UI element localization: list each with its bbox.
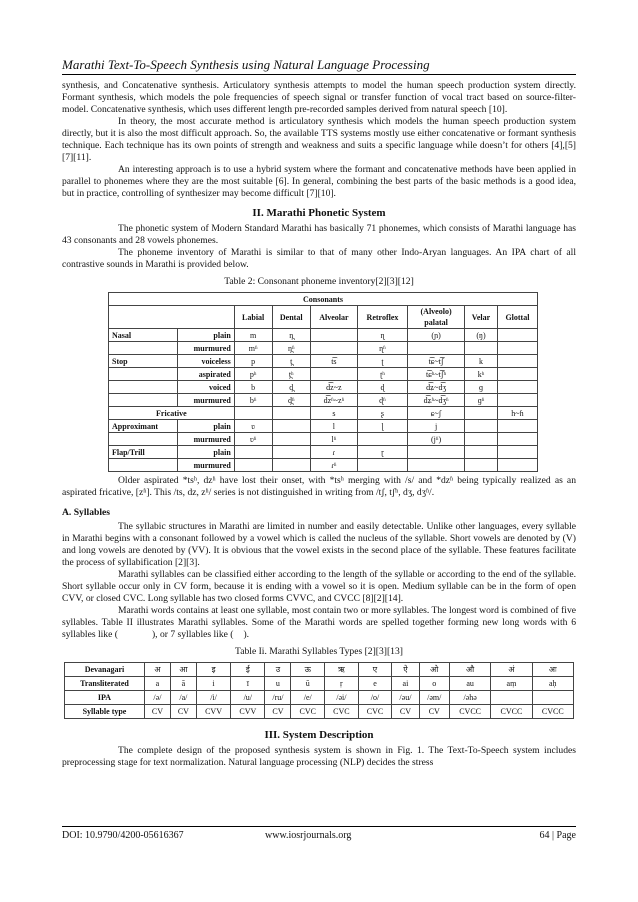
row-sub-label: voiceless	[177, 355, 234, 368]
table-cell: अः	[532, 663, 573, 677]
row-group-label: Stop	[109, 355, 178, 368]
table-cell: CV	[265, 705, 291, 719]
table-cell	[234, 407, 272, 420]
table-cell: t͡ɕʰ~t͡ʃʰ	[408, 368, 465, 381]
table-row	[109, 459, 538, 472]
table-cell	[497, 433, 537, 446]
subsection-heading: A. Syllables	[62, 507, 110, 518]
row-header: IPA	[65, 691, 145, 705]
table-cell	[272, 433, 310, 446]
table-cell: ए	[358, 663, 392, 677]
table-cell	[465, 342, 498, 355]
table-cell: ऋ	[325, 663, 359, 677]
table-cell: ʂ	[357, 407, 407, 420]
row-sub-label: voiced	[177, 381, 234, 394]
table-cell	[465, 420, 498, 433]
table-row	[65, 705, 574, 719]
table-cell: /ə/	[144, 691, 170, 705]
table-cell: ɽ	[357, 446, 407, 459]
table-caption: Table Ii. Marathi Syllables Types [2][3][13]	[235, 646, 403, 657]
table-row	[109, 355, 538, 368]
header-divider	[62, 74, 576, 75]
table-row	[109, 420, 538, 433]
table-row	[65, 677, 574, 691]
table-cell: अ	[144, 663, 170, 677]
table-cell: s	[310, 407, 357, 420]
paragraph: The phonetic system of Modern Standard Marathi has basically 71 phonemes, which consists of Marathi language has 43 consonants and 28 vowels phonemes.	[62, 223, 576, 246]
table-cell: CVCC	[491, 705, 532, 719]
table-cell: (jʱ)	[408, 433, 465, 446]
table-row	[109, 433, 538, 446]
table-cell: ɭ	[357, 420, 407, 433]
section-heading: II. Marathi Phonetic System	[252, 207, 386, 219]
table-cell: n̪	[272, 329, 310, 342]
table-cell: i	[196, 677, 230, 691]
table-cell	[497, 329, 537, 342]
table-cell: d͡ʑʱ~d͡ʒʱ	[408, 394, 465, 407]
table-cell: ʈʰ	[357, 368, 407, 381]
table-cell: p	[234, 355, 272, 368]
table-cell	[532, 691, 573, 705]
table-cell: CVCC	[449, 705, 490, 719]
table-cell: mʱ	[234, 342, 272, 355]
row-group-label	[109, 394, 178, 407]
table-row	[109, 446, 538, 459]
table-cell: औ	[449, 663, 490, 677]
table-cell: इ	[196, 663, 230, 677]
table-row	[109, 407, 538, 420]
table-title: Consonants	[109, 293, 538, 306]
table-cell	[408, 459, 465, 472]
table-cell: CVCC	[532, 705, 573, 719]
table-cell: au	[449, 677, 490, 691]
column-header: Dental	[272, 306, 310, 329]
table-cell: (ŋ)	[465, 329, 498, 342]
table-cell: ɳʱ	[357, 342, 407, 355]
table-cell: ʋʱ	[234, 433, 272, 446]
table-cell: /əm/	[419, 691, 449, 705]
paragraph: synthesis, and Concatenative synthesis. Articulatory synthesis attempts to model the human speech production system directly. Formant synthesis, which models the pole frequencies of speech signal or transfer function of vocal tract based on source-filter-model. Concatenative synthesis, which uses different length pre-recorded samples derived from natural speech [10].	[62, 80, 576, 115]
table-caption: Table 2: Consonant phoneme inventory[2][3][12]	[224, 276, 414, 287]
table-cell: CVC	[358, 705, 392, 719]
paragraph-text: Marathi words contains at least one syllable, most contain two or more syllables. The longest word is combined of five syllables. Table II illustrates Marathi syllables. Some of the Marathi words are spelled together forming new long words with 6 syllables like (	[62, 605, 576, 640]
table-cell: bʱ	[234, 394, 272, 407]
table-cell: /e/	[291, 691, 325, 705]
table-row	[109, 394, 538, 407]
row-sub-label: aspirated	[177, 368, 234, 381]
table-cell: /əhə	[449, 691, 490, 705]
row-group-label: Fricative	[109, 407, 235, 420]
row-sub-label: plain	[177, 420, 234, 433]
row-group-label: Approximant	[109, 420, 178, 433]
table-cell: ṛ	[325, 677, 359, 691]
row-header: Devanagari	[65, 663, 145, 677]
table-cell: d͡ʑ~d͡ʒ	[408, 381, 465, 394]
table-cell: ʋ	[234, 420, 272, 433]
table-cell: ɕ~ʃ	[408, 407, 465, 420]
column-header: Velar	[465, 306, 498, 329]
table-cell	[310, 342, 357, 355]
syllable-table-body	[65, 663, 574, 719]
table-cell	[491, 691, 532, 705]
table-cell	[310, 329, 357, 342]
paragraph-text: ).	[243, 629, 250, 640]
table-cell: (ɲ)	[408, 329, 465, 342]
row-group-label	[109, 459, 178, 472]
table-cell: o	[419, 677, 449, 691]
footer-page-number: 64 | Page	[539, 830, 576, 841]
table-cell: ɖ	[357, 381, 407, 394]
table-cell: /əi/	[325, 691, 359, 705]
table-cell: l	[310, 420, 357, 433]
table-cell: kʰ	[465, 368, 498, 381]
table-cell: aḥ	[532, 677, 573, 691]
paragraph: An interesting approach is to use a hybrid system where the formant and concatenative methods have been applied in parallel to phonemes where they are the most suitable [6]. In general, combining the best parts of the basic methods is a good idea, but in practice, controlling of synthesizer may become difficult [7][10].	[62, 164, 576, 199]
table-cell: ई	[231, 663, 265, 677]
table-cell: aṃ	[491, 677, 532, 691]
row-group-label: Flap/Trill	[109, 446, 178, 459]
table-cell	[497, 394, 537, 407]
table-cell: ɡ	[465, 381, 498, 394]
table-corner-cell	[109, 306, 235, 329]
table-cell: उ	[265, 663, 291, 677]
column-header: (Alveolo) palatal	[408, 306, 465, 329]
table-cell	[408, 342, 465, 355]
footer-link[interactable]: www.iosrjournals.org	[265, 830, 352, 841]
table-cell: CVC	[291, 705, 325, 719]
table-cell: /əu/	[392, 691, 419, 705]
table-row	[65, 691, 574, 705]
paragraph: The syllabic structures in Marathi are limited in number and easily detectable. Unlike other languages, every syllable in Marathi begins with a consonant followed by a vowel which is called the nucleus of the syllable. Short vowels are denoted by (V) and long vowels are denoted by (VV). It is obvious that the vowel exists in the second place of the syllable. These features facilitate the process of syllabification [2][3].	[62, 521, 576, 568]
table-cell	[465, 459, 498, 472]
table-cell: /a/	[170, 691, 196, 705]
table-cell: ī	[231, 677, 265, 691]
table-cell	[357, 433, 407, 446]
row-header: Syllable type	[65, 705, 145, 719]
table-cell: ai	[392, 677, 419, 691]
table-cell: pʰ	[234, 368, 272, 381]
table-cell	[497, 355, 537, 368]
table-cell	[497, 446, 537, 459]
paragraph-text: ), or 7 syllables like (	[151, 629, 234, 640]
table-cell: ū	[291, 677, 325, 691]
row-group-label	[109, 368, 178, 381]
consonant-table	[108, 292, 538, 472]
table-cell: b	[234, 381, 272, 394]
table-cell: आ	[170, 663, 196, 677]
table-cell: d̪	[272, 381, 310, 394]
syllable-table	[64, 662, 574, 719]
paragraph: The phoneme inventory of Marathi is similar to that of many other Indo-Aryan languages. An IPA chart of all contrastive sounds in Marathi is provided below.	[62, 247, 576, 270]
table-cell: d͡z~z	[310, 381, 357, 394]
table-cell	[465, 433, 498, 446]
column-header: Labial	[234, 306, 272, 329]
table-row	[109, 329, 538, 342]
running-header: Marathi Text-To-Speech Synthesis using Natural Language Processing	[62, 57, 430, 72]
table-cell: CVV	[231, 705, 265, 719]
table-cell: /u/	[231, 691, 265, 705]
table-cell: e	[358, 677, 392, 691]
row-sub-label: murmured	[177, 433, 234, 446]
table-cell: ऊ	[291, 663, 325, 677]
paragraph: Older aspirated *tsʰ, dzʱ have lost their onset, with *tsʰ merging with /s/ and *dzʱ being typically realized as an aspirated fricative, [zʱ]. This /ts, dz, zʱ/ series is not distinguished in writing from /tʃ, tʃʰ, dʒ, dʒʱ/.	[62, 475, 576, 498]
table-cell	[497, 459, 537, 472]
paragraph	[62, 605, 576, 641]
table-cell: t̪ʰ	[272, 368, 310, 381]
table-cell: CV	[392, 705, 419, 719]
table-cell: ɡʱ	[465, 394, 498, 407]
table-cell: ʈ	[357, 355, 407, 368]
column-header: Alveolar	[310, 306, 357, 329]
footer-doi: DOI: 10.9790/4200-05616367	[62, 830, 184, 841]
row-sub-label: plain	[177, 329, 234, 342]
table-row	[109, 381, 538, 394]
table-cell: ɾ	[310, 446, 357, 459]
page-body	[62, 80, 576, 769]
row-sub-label: murmured	[177, 394, 234, 407]
table-cell	[497, 420, 537, 433]
footer-divider	[62, 826, 576, 827]
table-cell: ɖʱ	[357, 394, 407, 407]
row-sub-label: plain	[177, 446, 234, 459]
table-cell: ɳ	[357, 329, 407, 342]
table-cell	[357, 459, 407, 472]
paragraph: In theory, the most accurate method is articulatory synthesis which models the human speech production system directly, but it is also the most difficult approach. So, the available TTS systems mostly use either concatenative or formant synthesis technique. Each technique has its own points of strength and weakness and suits a specific language while doesn’t for others [4],[5] [7][11].	[62, 116, 576, 163]
table-cell: d͡zʱ~zʱ	[310, 394, 357, 407]
column-header: Retroflex	[357, 306, 407, 329]
row-group-label	[109, 433, 178, 446]
table-cell: t͡s	[310, 355, 357, 368]
table-cell: j	[408, 420, 465, 433]
table-row	[109, 368, 538, 381]
table-cell	[465, 446, 498, 459]
table-cell	[497, 368, 537, 381]
table-cell: t̪	[272, 355, 310, 368]
table-cell: अं	[491, 663, 532, 677]
table-cell: h~ɦ	[497, 407, 537, 420]
row-header: Transliterated	[65, 677, 145, 691]
row-group-label	[109, 381, 178, 394]
table-cell: ɾʱ	[310, 459, 357, 472]
table-cell	[272, 407, 310, 420]
row-sub-label: murmured	[177, 459, 234, 472]
section-heading: III. System Description	[264, 729, 374, 741]
consonant-table-body	[109, 329, 538, 472]
table-cell	[234, 459, 272, 472]
table-cell: k	[465, 355, 498, 368]
table-cell	[465, 407, 498, 420]
row-group-label: Nasal	[109, 329, 178, 342]
row-group-label	[109, 342, 178, 355]
table-cell: u	[265, 677, 291, 691]
column-header: Glottal	[497, 306, 537, 329]
table-cell: CV	[144, 705, 170, 719]
table-cell	[497, 381, 537, 394]
table-cell	[272, 459, 310, 472]
table-cell: ऐ	[392, 663, 419, 677]
table-cell	[310, 368, 357, 381]
table-cell: CVV	[196, 705, 230, 719]
table-cell: lʱ	[310, 433, 357, 446]
table-cell: CVC	[325, 705, 359, 719]
table-cell: /o/	[358, 691, 392, 705]
table-cell: ओ	[419, 663, 449, 677]
table-row	[109, 342, 538, 355]
table-cell: CV	[419, 705, 449, 719]
table-cell: a	[144, 677, 170, 691]
row-sub-label: murmured	[177, 342, 234, 355]
table-cell: /i/	[196, 691, 230, 705]
table-row	[65, 663, 574, 677]
table-cell	[497, 342, 537, 355]
paragraph: The complete design of the proposed synthesis system is shown in Fig. 1. The Text-To-Speech system includes preprocessing stage for text normalization. Natural language processing (NLP) decides the stress	[62, 745, 576, 768]
table-cell: n̪ʱ	[272, 342, 310, 355]
paragraph: Marathi syllables can be classified either according to the length of the syllable or according to the end of the syllable. Short syllable occur only in CV form, because it is ending with a vowel so it is open. Medium syllable can be in the form of open CVV, or closed CVC. Long syllable has two closed forms CVVC, and CVCC [8][2][14].	[62, 569, 576, 604]
table-cell	[272, 446, 310, 459]
table-cell: d̪ʱ	[272, 394, 310, 407]
table-cell: t͡ɕ~t͡ʃ	[408, 355, 465, 368]
table-cell: CV	[170, 705, 196, 719]
table-cell	[272, 420, 310, 433]
table-cell	[408, 446, 465, 459]
table-cell	[234, 446, 272, 459]
table-cell: /ru/	[265, 691, 291, 705]
table-cell: ā	[170, 677, 196, 691]
table-cell: m	[234, 329, 272, 342]
